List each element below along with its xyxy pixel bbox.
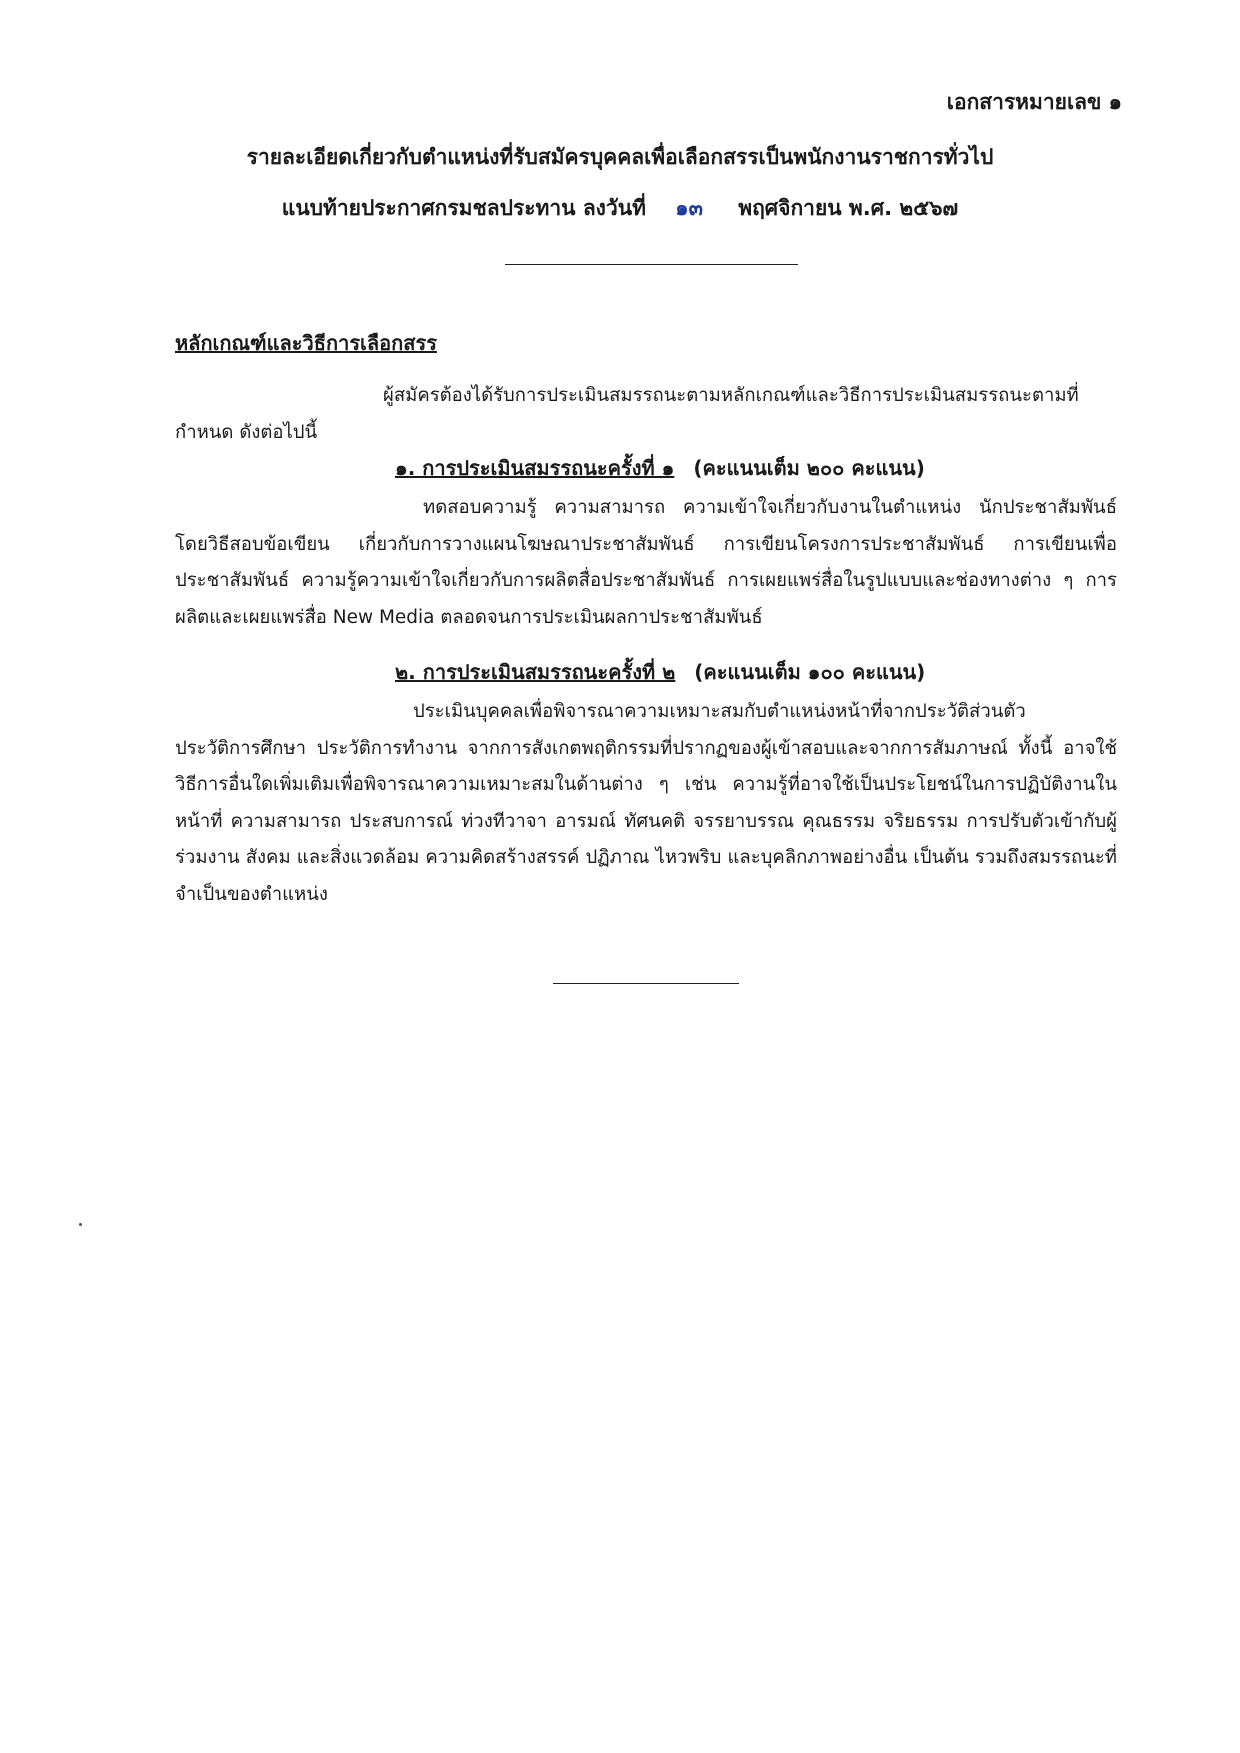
announcement-line bbox=[0, 192, 1240, 225]
section-1-heading bbox=[395, 452, 925, 484]
document-number: เอกสารหมายเลข ๑ bbox=[946, 90, 1122, 114]
section-1-score: (คะแนนเต็ม ๒๐๐ คะแนน) bbox=[693, 456, 925, 480]
announcement-prefix: แนบท้ายประกาศกรมชลประทาน ลงวันที่ bbox=[281, 196, 646, 220]
document-title: รายละเอียดเกี่ยวกับตำแหน่งที่รับสมัครบุคคลเพื่อเลือกสรรเป็นพนักงานราชการทั่วไป bbox=[246, 145, 994, 169]
top-divider bbox=[505, 264, 798, 265]
section-1-title: ๑. การประเมินสมรรถนะครั้งที่ ๑ bbox=[395, 456, 675, 480]
section-2-title: ๒. การประเมินสมรรถนะครั้งที่ ๒ bbox=[395, 660, 676, 684]
announcement-day: ๑๓ bbox=[675, 196, 703, 220]
section-2-score: (คะแนนเต็ม ๑๐๐ คะแนน) bbox=[694, 660, 926, 684]
section-2-heading bbox=[395, 656, 925, 688]
section-heading: หลักเกณฑ์และวิธีการเลือกสรร bbox=[175, 331, 437, 355]
announcement-month-year: พฤศจิกายน พ.ศ. ๒๕๖๗ bbox=[738, 196, 959, 220]
section-1-body: ทดสอบความรู้ ความสามารถ ความเข้าใจเกี่ยวกับงานในตำแหน่ง นักประชาสัมพันธ์ โดยวิธีสอบข้อเขียน เกี่ยวกับการวางแผนโฆษณาประชาสัมพันธ์ การเขียนโครงการประชาสัมพันธ์ การเขียนเพื่อประชาสัมพันธ์ ความรู้ความเข้าใจเกี่ยวกับการผลิตสื่อประชาสัมพันธ์ การเผยแพร่สื่อในรูปแบบและช่องทางต่าง ๆ การผลิตและเผยแพร่สื่อ New Media ตลอดจนการประเมินผลกาประชาสัมพันธ์ bbox=[175, 497, 1117, 628]
scan-speck bbox=[79, 1223, 82, 1226]
intro-paragraph: ผู้สมัครต้องได้รับการประเมินสมรรถนะตามหลักเกณฑ์และวิธีการประเมินสมรรถนะตามที่กำหนด ดังต่อไปนี้ bbox=[175, 385, 1079, 443]
section-2-body: ประเมินบุคคลเพื่อพิจารณาความเหมาะสมกับตำแหน่งหน้าที่จากประวัติส่วนตัว ประวัติการศึกษา ประวัติการทำงาน จากการสังเกตพฤติกรรมที่ปรากฏของผู้เข้าสอบและจากการสัมภาษณ์ ทั้งนี้ อาจใช้วิธีการอื่นใดเพิ่มเติมเพื่อพิจารณาความเหมาะสมในด้านต่าง ๆ เช่น ความรู้ที่อาจใช้เป็นประโยชน์ในการปฏิบัติงานในหน้าที่ ความสามารถ ประสบการณ์ ท่วงทีวาจา อารมณ์ ทัศนคติ จรรยาบรรณ คุณธรรม จริยธรรม การปรับตัวเข้ากับผู้ร่วมงาน สังคม และสิ่งแวดล้อม ความคิดสร้างสรรค์ ปฏิภาณ ไหวพริบ และบุคลิกภาพอย่างอื่น เป็นต้น รวมถึงสมรรถนะที่จำเป็นของตำแหน่ง bbox=[175, 701, 1117, 905]
bottom-divider bbox=[553, 983, 739, 984]
